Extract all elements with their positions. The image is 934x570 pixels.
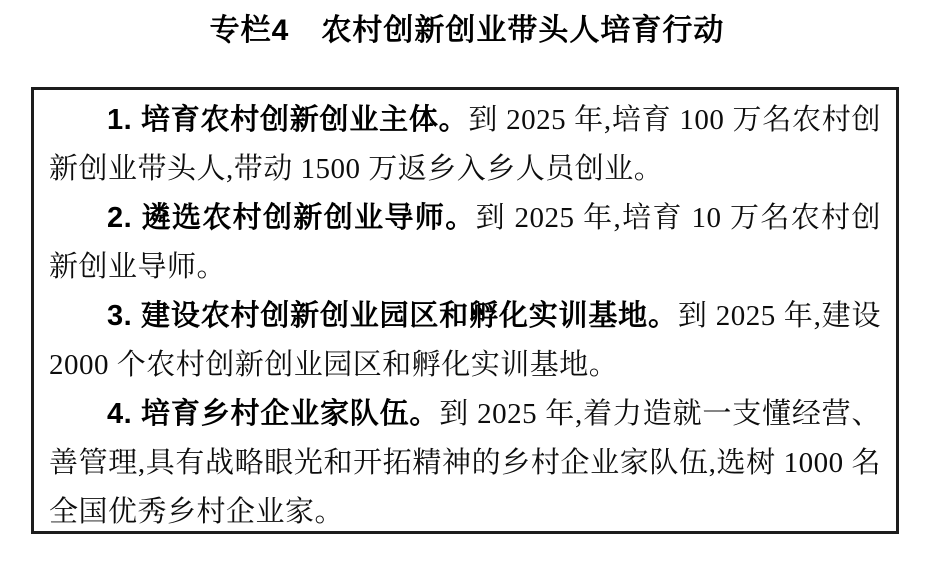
- box-item-3: [49, 292, 881, 390]
- item-1-lead: 1. 培育农村创新创业主体。: [107, 104, 469, 136]
- item-3-lead: 3. 建设农村创新创业园区和孵化实训基地。: [107, 300, 678, 332]
- page-title-text: 农村创新创业带头人培育行动: [321, 14, 725, 47]
- item-4-body: 到 2025 年,着力造就一支懂经营、善管理,具有战略眼光和开拓精神的乡村企业家队伍,选树 1000 名全国优秀乡村企业家。: [49, 398, 881, 528]
- box-item-4: [49, 390, 881, 534]
- item-2-lead: 2. 遴选农村创新创业导师。: [107, 202, 476, 234]
- box-item-2: [49, 194, 881, 292]
- item-3-body: 到 2025 年,建设 2000 个农村创新创业园区和孵化实训基地。: [49, 300, 881, 381]
- item-1-body: 到 2025 年,培育 100 万名农村创新创业带头人,带动 1500 万返乡入乡人员创业。: [49, 104, 881, 185]
- page-title: [0, 13, 934, 49]
- item-4-lead: 4. 培育乡村企业家队伍。: [107, 398, 440, 430]
- column-box: [31, 87, 899, 534]
- item-2-body: 到 2025 年,培育 10 万名农村创新创业导师。: [49, 202, 881, 283]
- page-title-label: 专栏4: [209, 14, 290, 47]
- box-item-1: [49, 96, 881, 194]
